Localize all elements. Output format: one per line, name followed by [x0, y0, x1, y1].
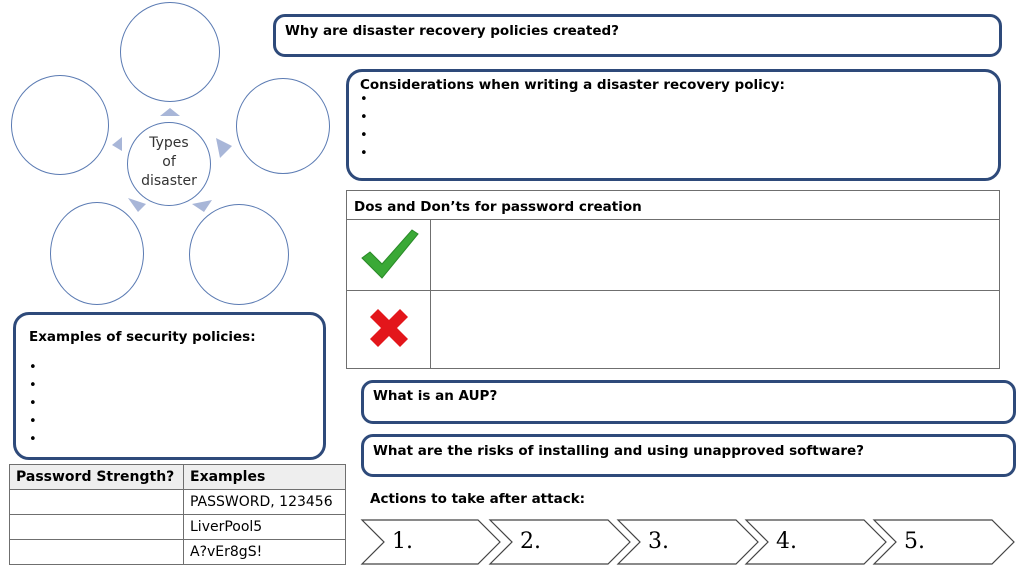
center-line-2: of — [162, 154, 176, 170]
arrow-up — [160, 108, 180, 116]
security-policies-bullets — [29, 359, 37, 449]
considerations-bullets — [360, 91, 368, 163]
step-3-label: 3. — [648, 529, 669, 554]
considerations-box[interactable] — [346, 69, 1001, 181]
cross-icon — [366, 305, 412, 351]
arrow-left — [112, 137, 122, 151]
security-policies-box[interactable] — [13, 312, 326, 460]
dos-answer-cell[interactable] — [431, 220, 1000, 291]
arrow-bottom-right — [192, 200, 212, 212]
step-5-label: 5. — [904, 529, 925, 554]
why-policies-box[interactable] — [273, 14, 1002, 57]
strength-cell[interactable] — [10, 490, 184, 515]
check-icon — [358, 224, 420, 282]
arrow-right — [216, 138, 232, 158]
example-cell: A?vEr8gS! — [184, 540, 346, 565]
dos-donts-table — [346, 190, 1000, 369]
example-cell: PASSWORD, 123456 — [184, 490, 346, 515]
chevron-step-4 — [746, 520, 886, 564]
bullet-4: • — [360, 146, 368, 161]
table-row — [10, 490, 346, 515]
donts-answer-cell[interactable] — [431, 291, 1000, 369]
aup-question: What is an AUP? — [373, 388, 498, 404]
aup-box[interactable] — [361, 380, 1016, 424]
chevron-step-2 — [490, 520, 630, 564]
center-line-3: disaster — [141, 173, 197, 189]
bullet-3: • — [29, 396, 37, 411]
step-1-label: 1. — [392, 529, 413, 554]
bullet-4: • — [29, 414, 37, 429]
bullet-1: • — [29, 360, 37, 375]
password-table — [9, 464, 346, 565]
bullet-2: • — [29, 378, 37, 393]
bullet-1: • — [360, 92, 368, 107]
cross-cell — [347, 291, 431, 369]
step-2-label: 2. — [520, 529, 541, 554]
chevron-step-5 — [874, 520, 1014, 564]
bullet-2: • — [360, 110, 368, 125]
considerations-question: Considerations when writing a disaster recovery policy: — [360, 77, 785, 93]
strength-cell[interactable] — [10, 540, 184, 565]
header-examples: Examples — [184, 465, 346, 490]
check-cell — [347, 220, 431, 291]
risks-box[interactable] — [361, 434, 1016, 477]
example-cell: LiverPool5 — [184, 515, 346, 540]
strength-cell[interactable] — [10, 515, 184, 540]
dos-donts-header: Dos and Don’ts for password creation — [354, 198, 642, 215]
header-strength: Password Strength? — [10, 465, 184, 490]
risks-question: What are the risks of installing and using unapproved software? — [373, 443, 864, 459]
arrow-bottom-left — [128, 198, 146, 212]
chevron-step-3 — [618, 520, 758, 564]
dos-donts-header-cell — [347, 191, 1000, 220]
password-table-header — [10, 465, 346, 490]
step-4-label: 4. — [776, 529, 797, 554]
chevron-step-1 — [362, 520, 500, 564]
center-line-1: Types — [149, 135, 189, 151]
bullet-3: • — [360, 128, 368, 143]
table-row — [10, 515, 346, 540]
why-policies-question: Why are disaster recovery policies created? — [285, 23, 620, 39]
security-policies-title: Examples of security policies: — [29, 329, 256, 345]
bullet-5: • — [29, 432, 37, 447]
actions-title: Actions to take after attack: — [370, 491, 586, 507]
table-row — [10, 540, 346, 565]
